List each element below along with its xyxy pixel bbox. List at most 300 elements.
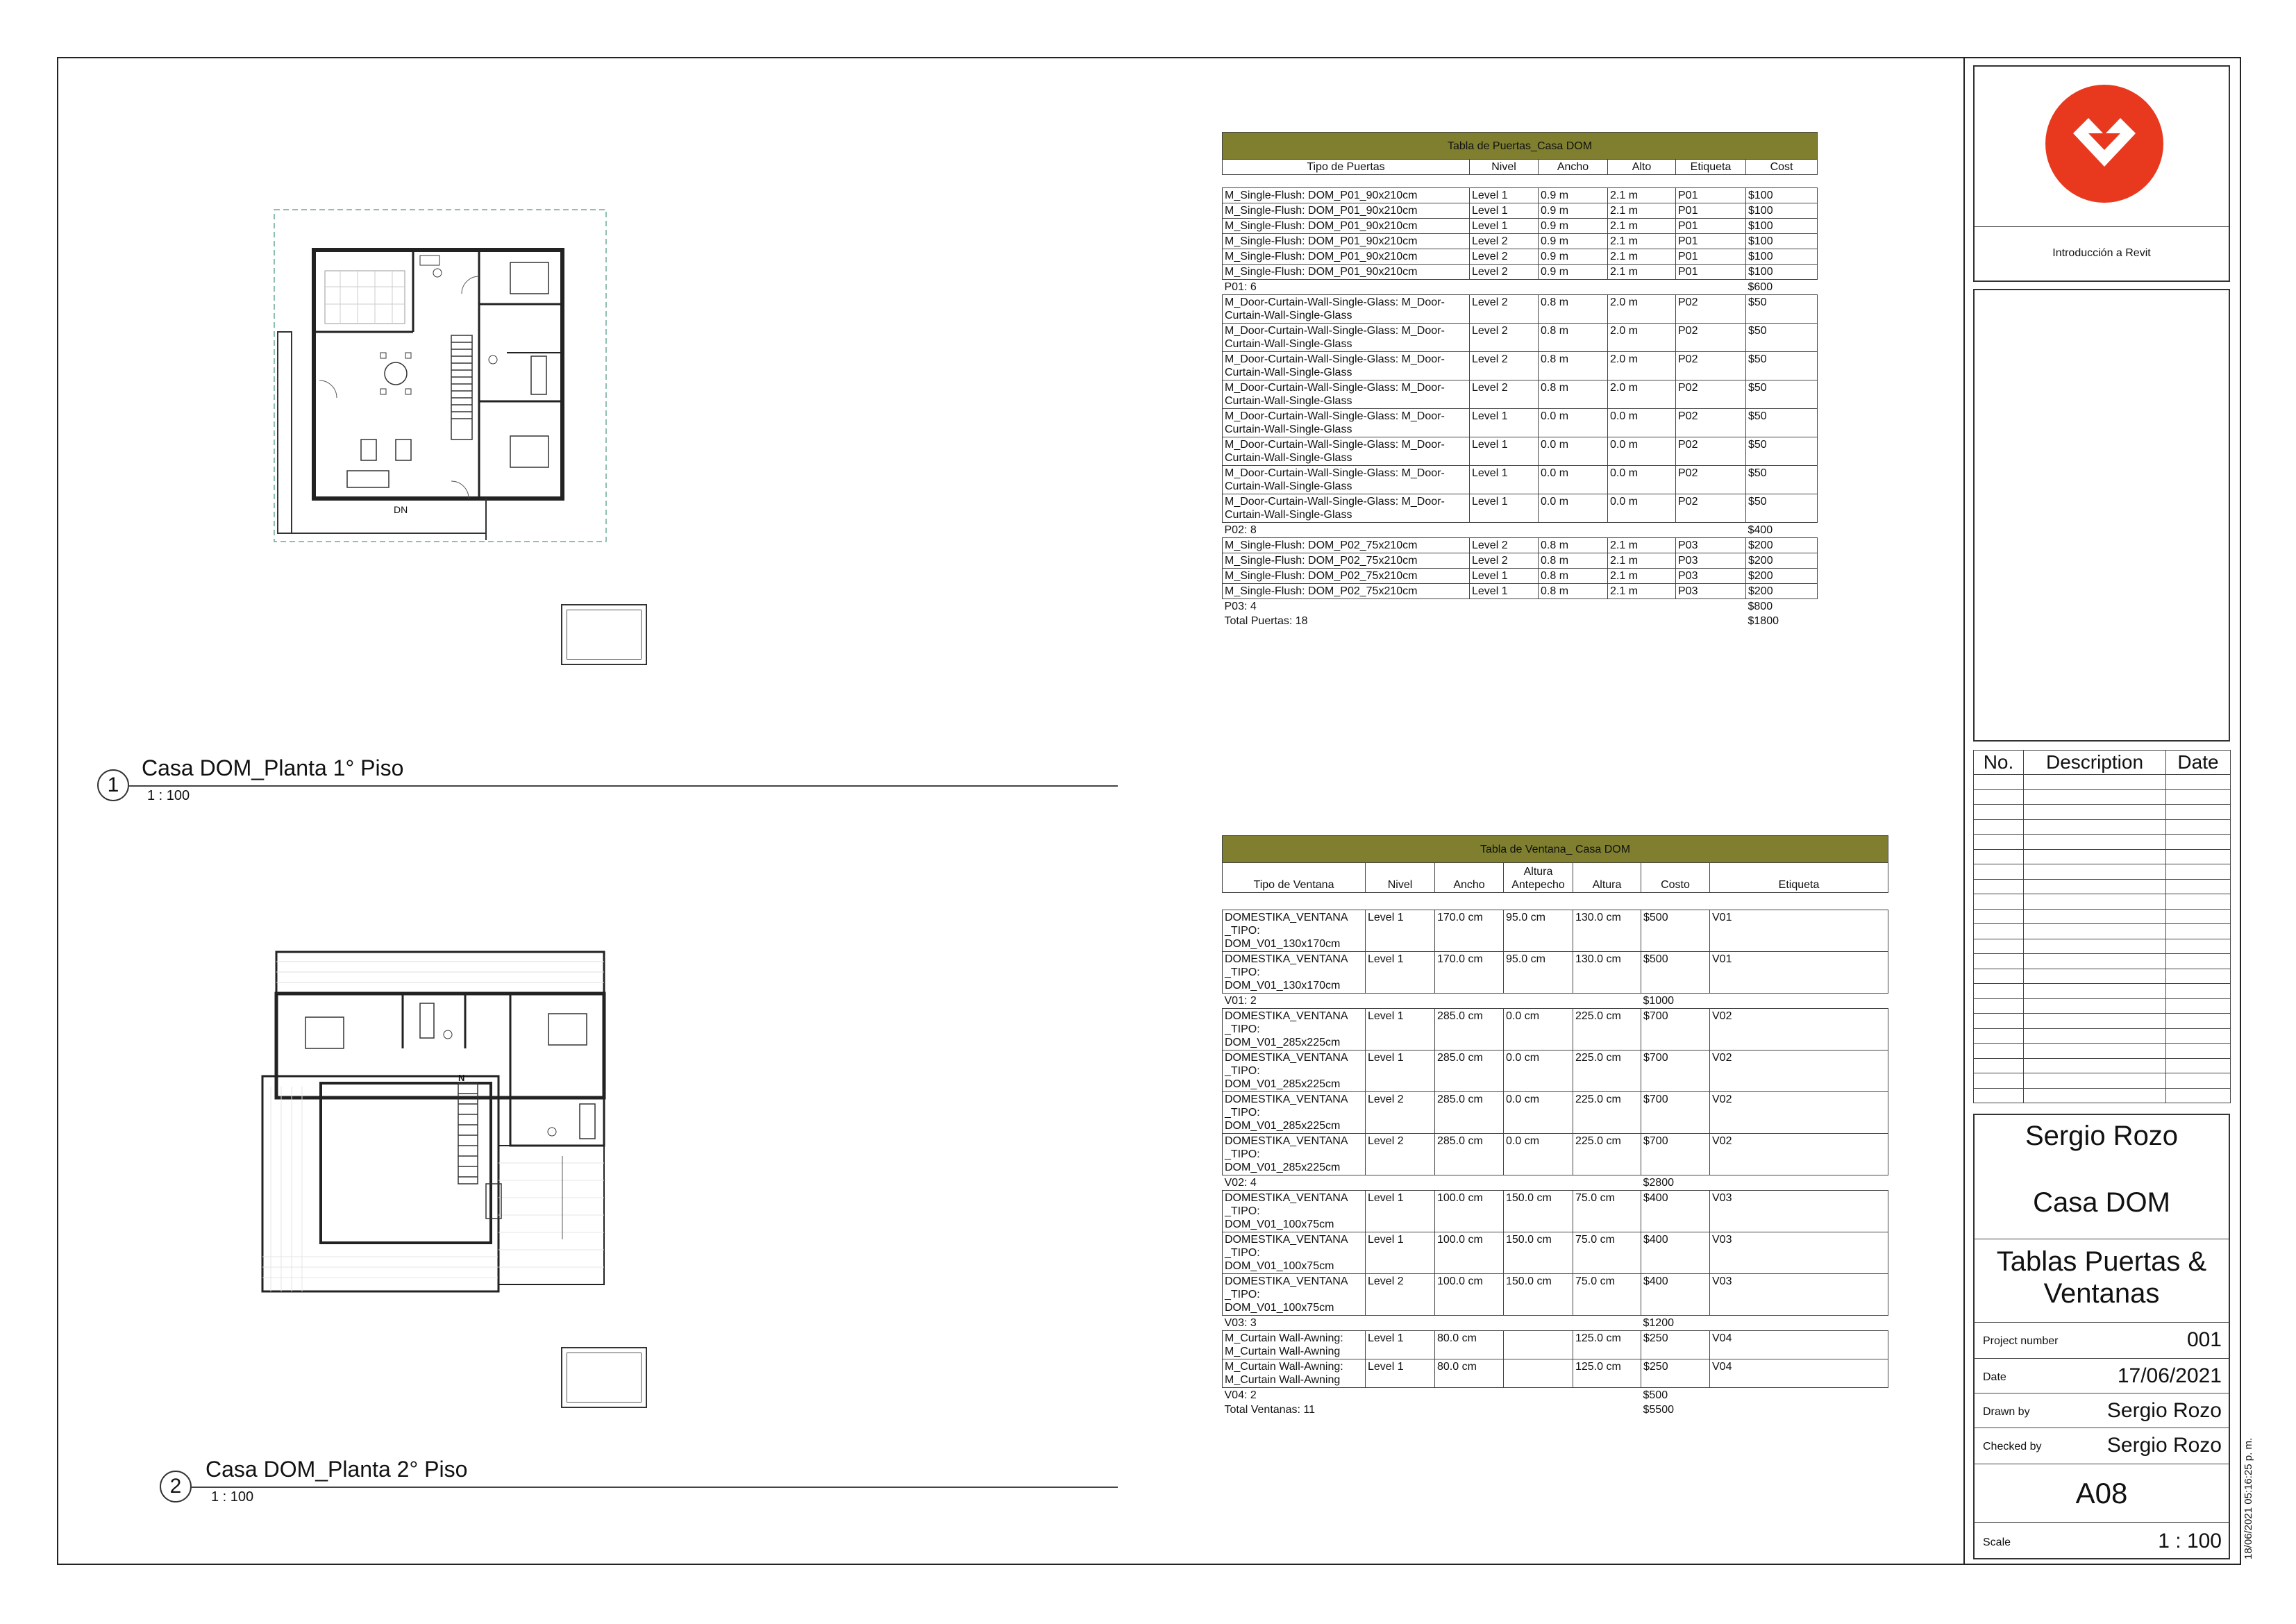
window-cell: 75.0 cm (1573, 1191, 1641, 1232)
door-cell: 2.0 m (1608, 295, 1676, 324)
revision-row[interactable] (1974, 1073, 2231, 1089)
revision-cell (1974, 1028, 2024, 1044)
revision-cell (2024, 1073, 2166, 1089)
window-cell: $700 (1641, 1050, 1710, 1092)
revision-cell (2166, 864, 2231, 880)
revision-table[interactable] (1973, 750, 2231, 1103)
revision-cell (2166, 1073, 2231, 1089)
door-cell: 0.0 m (1608, 437, 1676, 466)
revision-cell (1974, 924, 2024, 939)
window-cell (1504, 1331, 1573, 1359)
window-cell: 285.0 cm (1435, 1050, 1504, 1092)
window-cell: $400 (1641, 1274, 1710, 1316)
revision-cell (2024, 939, 2166, 954)
door-cell: M_Single-Flush: DOM_P02_75x210cm (1223, 584, 1470, 599)
author-name: Sergio Rozo (2025, 1121, 2179, 1151)
view-1-scale: 1 : 100 (147, 788, 190, 803)
revision-cell (2166, 969, 2231, 984)
revision-cell (2166, 835, 2231, 850)
revision-row[interactable] (1974, 924, 2231, 939)
window-cell: V03 (1710, 1274, 1888, 1316)
drawn-by-row (1973, 1393, 2230, 1428)
door-table-row[interactable] (1223, 219, 1818, 234)
door-cell: Level 2 (1470, 249, 1539, 265)
revision-cell (2024, 879, 2166, 894)
door-table-row[interactable] (1223, 494, 1818, 523)
window-table-row[interactable] (1223, 1050, 1888, 1092)
door-schedule-header-row (1223, 160, 1818, 175)
revision-row[interactable] (1974, 1044, 2231, 1059)
door-cell: 0.8 m (1539, 295, 1608, 324)
door-table-row[interactable] (1223, 234, 1818, 249)
door-cell: 2.1 m (1608, 219, 1676, 234)
window-subtotal-label: V01: 2 (1224, 995, 1257, 1007)
revision-cell (2024, 894, 2166, 910)
floor-plan-2-north-label: N (458, 1073, 465, 1083)
revision-cell (1974, 805, 2024, 820)
revision-row[interactable] (1974, 775, 2231, 790)
window-cell: DOMESTIKA_VENTANA _TIPO: DOM_V01_100x75cm (1223, 1232, 1366, 1274)
revision-cell (1974, 984, 2024, 999)
door-table-row[interactable] (1223, 188, 1818, 203)
floor-plan-2-drawing[interactable] (257, 948, 611, 1302)
window-cell: DOMESTIKA_VENTANA _TIPO: DOM_V01_100x75cm (1223, 1274, 1366, 1316)
window-subtotal-label: V04: 2 (1224, 1389, 1257, 1401)
revision-row[interactable] (1974, 864, 2231, 880)
sheet-number: A08 (2075, 1477, 2128, 1509)
window-subtotal-cost: $2800 (1643, 1177, 1674, 1189)
door-cell: $100 (1746, 203, 1818, 219)
door-cell: 2.0 m (1608, 380, 1676, 409)
window-subtotal-label: V03: 3 (1224, 1317, 1257, 1329)
window-header-cell: Tipo de Ventana (1223, 863, 1366, 893)
window-cell: Level 1 (1366, 1009, 1435, 1050)
revision-cell (2166, 849, 2231, 864)
date-value: 17/06/2021 (2117, 1364, 2222, 1387)
door-subtotal-row (1223, 599, 1818, 614)
door-cell: 2.0 m (1608, 352, 1676, 380)
revision-cell (2166, 924, 2231, 939)
door-cell: P02 (1676, 437, 1746, 466)
door-cell: Level 1 (1470, 494, 1539, 523)
revision-cell (2024, 984, 2166, 999)
door-cell: M_Door-Curtain-Wall-Single-Glass: M_Door-Curtain-Wall-Single-Glass (1223, 437, 1470, 466)
spacer-cell (1223, 175, 1818, 188)
door-cell: Level 2 (1470, 538, 1539, 553)
revision-cell (2166, 939, 2231, 954)
window-subtotal-row (1223, 994, 1888, 1009)
floor-plan-1-dn-label: DN (394, 504, 408, 515)
door-table-row[interactable] (1223, 466, 1818, 494)
window-cell: $700 (1641, 1009, 1710, 1050)
window-schedule-title: Tabla de Ventana_ Casa DOM (1223, 836, 1888, 863)
revision-cell (2166, 805, 2231, 820)
revision-row[interactable] (1974, 805, 2231, 820)
domestika-logo-icon (2045, 85, 2163, 203)
window-cell: $250 (1641, 1359, 1710, 1388)
door-table-row[interactable] (1223, 203, 1818, 219)
revision-row[interactable] (1974, 1014, 2231, 1029)
view-2-title[interactable]: Casa DOM_Planta 2° Piso (206, 1457, 468, 1482)
door-schedule-table[interactable] (1222, 132, 1818, 628)
door-cell: 0.8 m (1539, 538, 1608, 553)
door-cell: P02 (1676, 380, 1746, 409)
revision-cell (2024, 775, 2166, 790)
window-cell: Level 1 (1366, 1232, 1435, 1274)
door-cell: 0.8 m (1539, 584, 1608, 599)
revision-row[interactable] (1974, 879, 2231, 894)
door-cell: M_Door-Curtain-Wall-Single-Glass: M_Door-Curtain-Wall-Single-Glass (1223, 295, 1470, 324)
door-cell: Level 2 (1470, 324, 1539, 352)
window-header-cell: Altura Antepecho (1504, 863, 1573, 893)
window-schedule-header-row (1223, 863, 1888, 893)
door-table-row[interactable] (1223, 249, 1818, 265)
window-cell: DOMESTIKA_VENTANA _TIPO: DOM_V01_285x225cm (1223, 1050, 1366, 1092)
door-cell: 0.0 m (1539, 466, 1608, 494)
window-cell: 170.0 cm (1435, 910, 1504, 952)
window-cell: DOMESTIKA_VENTANA _TIPO: DOM_V01_285x225cm (1223, 1134, 1366, 1175)
door-cell: 0.0 m (1539, 409, 1608, 437)
door-subtotal-label: P01: 6 (1224, 281, 1257, 293)
revision-row[interactable] (1974, 849, 2231, 864)
door-cell: Level 2 (1470, 553, 1539, 569)
door-table-row[interactable] (1223, 553, 1818, 569)
window-cell: $700 (1641, 1134, 1710, 1175)
door-cell: 2.1 m (1608, 265, 1676, 280)
window-cell: Level 1 (1366, 1191, 1435, 1232)
door-header-cell: Etiqueta (1676, 160, 1746, 175)
window-subtotal-cost: $1200 (1643, 1317, 1674, 1329)
revision-row[interactable] (1974, 984, 2231, 999)
window-table-row[interactable] (1223, 1092, 1888, 1134)
door-cell: 0.0 m (1539, 437, 1608, 466)
window-schedule-spacer (1223, 893, 1888, 910)
window-cell: M_Curtain Wall-Awning: M_Curtain Wall-Awning (1223, 1331, 1366, 1359)
door-header-cell: Nivel (1470, 160, 1539, 175)
door-cell: M_Single-Flush: DOM_P01_90x210cm (1223, 188, 1470, 203)
window-cell (1504, 1359, 1573, 1388)
drawn-by-value: Sergio Rozo (2106, 1399, 2222, 1422)
door-cell: P02 (1676, 466, 1746, 494)
door-cell: M_Single-Flush: DOM_P02_75x210cm (1223, 553, 1470, 569)
revision-cell (2024, 864, 2166, 880)
window-cell: DOMESTIKA_VENTANA _TIPO: DOM_V01_285x225cm (1223, 1009, 1366, 1050)
revision-row[interactable] (1974, 894, 2231, 910)
window-cell: 0.0 cm (1504, 1092, 1573, 1134)
revision-cell (2024, 1014, 2166, 1029)
door-cell: $50 (1746, 295, 1818, 324)
window-cell: DOMESTIKA_VENTANA _TIPO: DOM_V01_130x170cm (1223, 910, 1366, 952)
revision-row[interactable] (1974, 1028, 2231, 1044)
door-table-row[interactable] (1223, 538, 1818, 553)
revision-cell (2024, 1088, 2166, 1103)
window-cell: 100.0 cm (1435, 1274, 1504, 1316)
scale-value: 1 : 100 (2158, 1530, 2222, 1552)
window-subtotal-cost: $500 (1643, 1389, 1668, 1401)
door-cell: $100 (1746, 249, 1818, 265)
revision-cell (2024, 849, 2166, 864)
window-cell: 130.0 cm (1573, 910, 1641, 952)
window-total-row (1223, 1403, 1888, 1417)
door-cell: M_Single-Flush: DOM_P01_90x210cm (1223, 219, 1470, 234)
revision-cell (1974, 789, 2024, 805)
window-cell: V02 (1710, 1092, 1888, 1134)
view-1-number-bubble: 1 (97, 769, 129, 801)
window-subtotal-row (1223, 1388, 1888, 1403)
window-cell: 100.0 cm (1435, 1232, 1504, 1274)
door-table-row[interactable] (1223, 265, 1818, 280)
window-header-cell: Costo (1641, 863, 1710, 893)
revision-cell (1974, 864, 2024, 880)
window-cell: 150.0 cm (1504, 1232, 1573, 1274)
door-cell: M_Single-Flush: DOM_P01_90x210cm (1223, 265, 1470, 280)
door-table-row[interactable] (1223, 569, 1818, 584)
door-cell: $50 (1746, 380, 1818, 409)
door-header-cell: Alto (1608, 160, 1676, 175)
window-cell: 285.0 cm (1435, 1009, 1504, 1050)
revision-row[interactable] (1974, 969, 2231, 984)
window-total-label: Total Ventanas: 11 (1224, 1404, 1315, 1416)
door-header-cell: Cost (1746, 160, 1818, 175)
door-cell: 0.9 m (1539, 265, 1608, 280)
revision-cell (2024, 969, 2166, 984)
window-cell: 0.0 cm (1504, 1009, 1573, 1050)
window-cell: 225.0 cm (1573, 1092, 1641, 1134)
window-header-cell: Etiqueta (1710, 863, 1888, 893)
window-table-row[interactable] (1223, 1232, 1888, 1274)
window-cell: 125.0 cm (1573, 1331, 1641, 1359)
door-cell: P02 (1676, 409, 1746, 437)
door-table-row[interactable] (1223, 324, 1818, 352)
revision-row[interactable] (1974, 954, 2231, 969)
window-table-row[interactable] (1223, 1331, 1888, 1359)
window-cell: 150.0 cm (1504, 1191, 1573, 1232)
revision-cell (1974, 909, 2024, 924)
door-cell: M_Single-Flush: DOM_P01_90x210cm (1223, 203, 1470, 219)
door-cell: M_Door-Curtain-Wall-Single-Glass: M_Door-Curtain-Wall-Single-Glass (1223, 352, 1470, 380)
project-name: Casa DOM (2033, 1187, 2170, 1218)
revision-cell (1974, 835, 2024, 850)
scale-label: Scale (1983, 1537, 2011, 1548)
checked-by-value: Sergio Rozo (2106, 1434, 2222, 1457)
revision-cell (1974, 894, 2024, 910)
revision-cell (1974, 1073, 2024, 1089)
revision-cell (1974, 1014, 2024, 1029)
window-cell: $400 (1641, 1191, 1710, 1232)
door-cell: 2.1 m (1608, 553, 1676, 569)
window-cell: Level 1 (1366, 1050, 1435, 1092)
floor-plan-1-drawing[interactable] (271, 207, 611, 547)
door-cell: M_Single-Flush: DOM_P01_90x210cm (1223, 234, 1470, 249)
door-cell: P03 (1676, 569, 1746, 584)
door-table-row[interactable] (1223, 295, 1818, 324)
revision-cell (1974, 1088, 2024, 1103)
revision-row[interactable] (1974, 1088, 2231, 1103)
revision-row[interactable] (1974, 939, 2231, 954)
window-cell: 170.0 cm (1435, 952, 1504, 994)
door-cell: 2.1 m (1608, 249, 1676, 265)
revision-cell (2166, 894, 2231, 910)
view-2-key-rectangle (561, 1347, 647, 1408)
window-cell: $400 (1641, 1232, 1710, 1274)
door-subtotal-label: P02: 8 (1224, 524, 1257, 536)
window-table-row[interactable] (1223, 952, 1888, 994)
window-table-row[interactable] (1223, 1274, 1888, 1316)
door-cell: P02 (1676, 295, 1746, 324)
door-table-row[interactable] (1223, 409, 1818, 437)
revision-cell (2166, 879, 2231, 894)
door-cell: Level 2 (1470, 380, 1539, 409)
door-subtotal-label: P03: 4 (1224, 601, 1257, 612)
window-cell: 150.0 cm (1504, 1274, 1573, 1316)
door-cell: Level 2 (1470, 295, 1539, 324)
revision-cell (2166, 775, 2231, 790)
window-cell: Level 1 (1366, 952, 1435, 994)
window-table-row[interactable] (1223, 1359, 1888, 1388)
title-block-divider (1963, 57, 1965, 1565)
revision-cell (2024, 1058, 2166, 1073)
door-cell: M_Door-Curtain-Wall-Single-Glass: M_Door-Curtain-Wall-Single-Glass (1223, 466, 1470, 494)
project-number-label: Project number (1983, 1335, 2059, 1347)
window-schedule-title-row (1223, 836, 1888, 863)
revision-row[interactable] (1974, 1058, 2231, 1073)
window-header-cell: Ancho (1435, 863, 1504, 893)
door-cell: 2.1 m (1608, 188, 1676, 203)
door-cell: Level 1 (1470, 437, 1539, 466)
window-cell: 80.0 cm (1435, 1359, 1504, 1388)
door-subtotal-cost: $400 (1748, 524, 1773, 536)
revision-cell (2166, 1028, 2231, 1044)
window-subtotal-label: V02: 4 (1224, 1177, 1257, 1189)
revision-header-description: Description (2024, 751, 2166, 775)
door-cell: P03 (1676, 553, 1746, 569)
checked-by-label: Checked by (1983, 1441, 2042, 1453)
door-header-cell: Ancho (1539, 160, 1608, 175)
revision-cell (2024, 819, 2166, 835)
door-cell: $200 (1746, 569, 1818, 584)
revision-row[interactable] (1974, 789, 2231, 805)
window-cell: 225.0 cm (1573, 1050, 1641, 1092)
door-cell: 0.9 m (1539, 234, 1608, 249)
window-table-row[interactable] (1223, 1134, 1888, 1175)
checked-by-row (1973, 1428, 2230, 1464)
door-cell: P01 (1676, 203, 1746, 219)
window-cell: 80.0 cm (1435, 1331, 1504, 1359)
revision-cell (2166, 1088, 2231, 1103)
window-cell: 285.0 cm (1435, 1092, 1504, 1134)
window-cell: Level 2 (1366, 1274, 1435, 1316)
door-cell: 0.8 m (1539, 553, 1608, 569)
window-cell: Level 1 (1366, 1331, 1435, 1359)
revision-cell (2166, 998, 2231, 1014)
window-subtotal-cost: $1000 (1643, 995, 1674, 1007)
view-1-title[interactable]: Casa DOM_Planta 1° Piso (142, 755, 404, 780)
door-cell: $50 (1746, 437, 1818, 466)
revision-row[interactable] (1974, 909, 2231, 924)
revision-row[interactable] (1974, 835, 2231, 850)
revision-cell (2166, 1044, 2231, 1059)
date-label: Date (1983, 1371, 2006, 1383)
door-cell: $200 (1746, 584, 1818, 599)
window-cell: Level 2 (1366, 1092, 1435, 1134)
door-table-row[interactable] (1223, 380, 1818, 409)
door-cell: P03 (1676, 584, 1746, 599)
door-cell: $100 (1746, 265, 1818, 280)
revision-cell (1974, 775, 2024, 790)
door-cell: 0.8 m (1539, 324, 1608, 352)
door-table-row[interactable] (1223, 437, 1818, 466)
door-cell: P01 (1676, 249, 1746, 265)
revision-cell (2024, 909, 2166, 924)
revision-cell (1974, 998, 2024, 1014)
window-subtotal-row (1223, 1175, 1888, 1191)
window-table-row[interactable] (1223, 1191, 1888, 1232)
project-number-value: 001 (2186, 1328, 2222, 1351)
door-cell: Level 1 (1470, 466, 1539, 494)
window-cell: $500 (1641, 910, 1710, 952)
revision-row[interactable] (1974, 998, 2231, 1014)
window-cell: $700 (1641, 1092, 1710, 1134)
window-cell: $500 (1641, 952, 1710, 994)
revision-cell (2166, 909, 2231, 924)
window-table-row[interactable] (1223, 910, 1888, 952)
view-1-title-line (129, 785, 1118, 787)
window-cell: Level 2 (1366, 1134, 1435, 1175)
door-subtotal-row (1223, 280, 1818, 295)
revision-cell (2166, 819, 2231, 835)
door-table-row[interactable] (1223, 584, 1818, 599)
window-cell: $250 (1641, 1331, 1710, 1359)
drawn-by-label: Drawn by (1983, 1406, 2030, 1418)
door-cell: 0.8 m (1539, 352, 1608, 380)
door-cell: P02 (1676, 494, 1746, 523)
project-number-row (1973, 1322, 2230, 1358)
door-cell: $100 (1746, 234, 1818, 249)
window-cell: DOMESTIKA_VENTANA _TIPO: DOM_V01_100x75cm (1223, 1191, 1366, 1232)
print-timestamp: 18/06/2021 05:16:25 p. m. (2243, 1437, 2254, 1559)
door-cell: Level 1 (1470, 219, 1539, 234)
window-schedule-table[interactable] (1222, 835, 1888, 1417)
revision-cell (2166, 1058, 2231, 1073)
revision-cell (2024, 998, 2166, 1014)
door-schedule-title-row (1223, 133, 1818, 160)
door-table-row[interactable] (1223, 352, 1818, 380)
door-cell: 0.8 m (1539, 380, 1608, 409)
window-cell: 75.0 cm (1573, 1274, 1641, 1316)
door-header-cell: Tipo de Puertas (1223, 160, 1470, 175)
revision-cell (2024, 1044, 2166, 1059)
window-table-row[interactable] (1223, 1009, 1888, 1050)
window-cell: 125.0 cm (1573, 1359, 1641, 1388)
door-subtotal-row (1223, 523, 1818, 538)
door-subtotal-cost: $800 (1748, 601, 1773, 612)
door-cell: 0.9 m (1539, 203, 1608, 219)
revision-cell (2024, 924, 2166, 939)
door-cell: 2.1 m (1608, 538, 1676, 553)
revision-cell (2166, 984, 2231, 999)
revision-row[interactable] (1974, 819, 2231, 835)
door-cell: P01 (1676, 219, 1746, 234)
door-total-cost: $1800 (1748, 615, 1779, 627)
window-cell: Level 1 (1366, 1359, 1435, 1388)
sheet-name: Tablas Puertas & Ventanas (1996, 1246, 2207, 1309)
window-cell: V03 (1710, 1191, 1888, 1232)
window-header-cell: Altura (1573, 863, 1641, 893)
door-cell: Level 1 (1470, 569, 1539, 584)
window-cell: V02 (1710, 1134, 1888, 1175)
view-2-title-line (192, 1487, 1118, 1488)
door-cell: Level 2 (1470, 352, 1539, 380)
